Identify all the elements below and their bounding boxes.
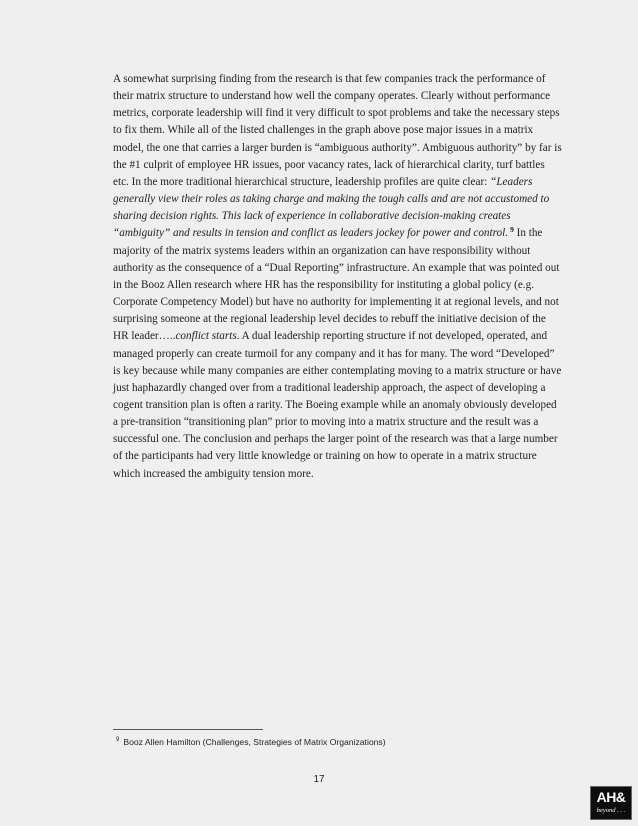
conflict-starts-phrase: conflict starts [175,330,237,343]
paragraph-text-end: . A dual leadership reporting structure if not developed, operated, and managed properly can create turmoil for any company and it has for many. The word “Developed” is key because while many companies are either contemplating moving to a matrix structure or have just haphazardly changed over from a traditional leadership approach, the aspect of developing a cogent transition plan is often a rarity. The Boeing example while an anomaly obviously developed a pre-transition “transitioning plan” prior to moving into a matrix structure and the result was a successful one. The conclusion and perhaps the larger point of the research was that a large number of the participants had very little knowledge or training on how to operate in a matrix structure which increased the ambiguity tension more. [113,330,562,480]
paragraph-text-middle: In the majority of the matrix systems leaders within an organization can have responsibility without authority as the consequence of a “Dual Reporting” infrastructure. An example that was pointed out in the Booz Allen research where HR has the responsibility for instituting a global policy (e.g. Corporate Competency Model) but have no authority for implementing it at regional levels, and not surprising someone at the regional leadership level decides to rebuff the initiative decision of the HR leader….. [113,227,560,343]
page-number: 17 [313,774,325,785]
footnote-reference[interactable]: 9 [510,224,514,234]
footnote-separator [113,729,263,730]
paragraph-text-intro: A somewhat surprising finding from the research is that few companies track the performance of their matrix structure to understand how well the company operates. Clearly without performance metrics, corporate leadership will find it very difficult to spot problems and take the necessary steps to fix them. While all of the listed challenges in the graph above pose major issues in a matrix model, the one that carries a larger burden is “ambiguous authority”. Ambiguous authority” by far is the #1 culprit of employee HR issues, poor vacancy rates, lack of hierarchical clarity, turf battles etc. In the more traditional hierarchical structure, leadership profiles are quite clear: [113,73,562,188]
logo-subtext: beyond . . . [596,807,626,814]
footnote [116,737,386,747]
ahand-logo [590,786,632,820]
body-paragraph [113,71,563,483]
footnote-number: 9 [116,737,120,744]
logo-main-text: AH& [596,789,626,805]
leadership-quote: “Leaders generally view their roles as taking charge and making the tough calls and are not accustomed to sharing decision rights. This lack of experience in collaborative decision-making creates “ambiguity” and results in tension and conflict as leaders jockey for power and control. [113,175,550,240]
paragraph [113,71,563,483]
footnote-text: Booz Allen Hamilton (Challenges, Strategies of Matrix Organizations) [123,737,386,747]
